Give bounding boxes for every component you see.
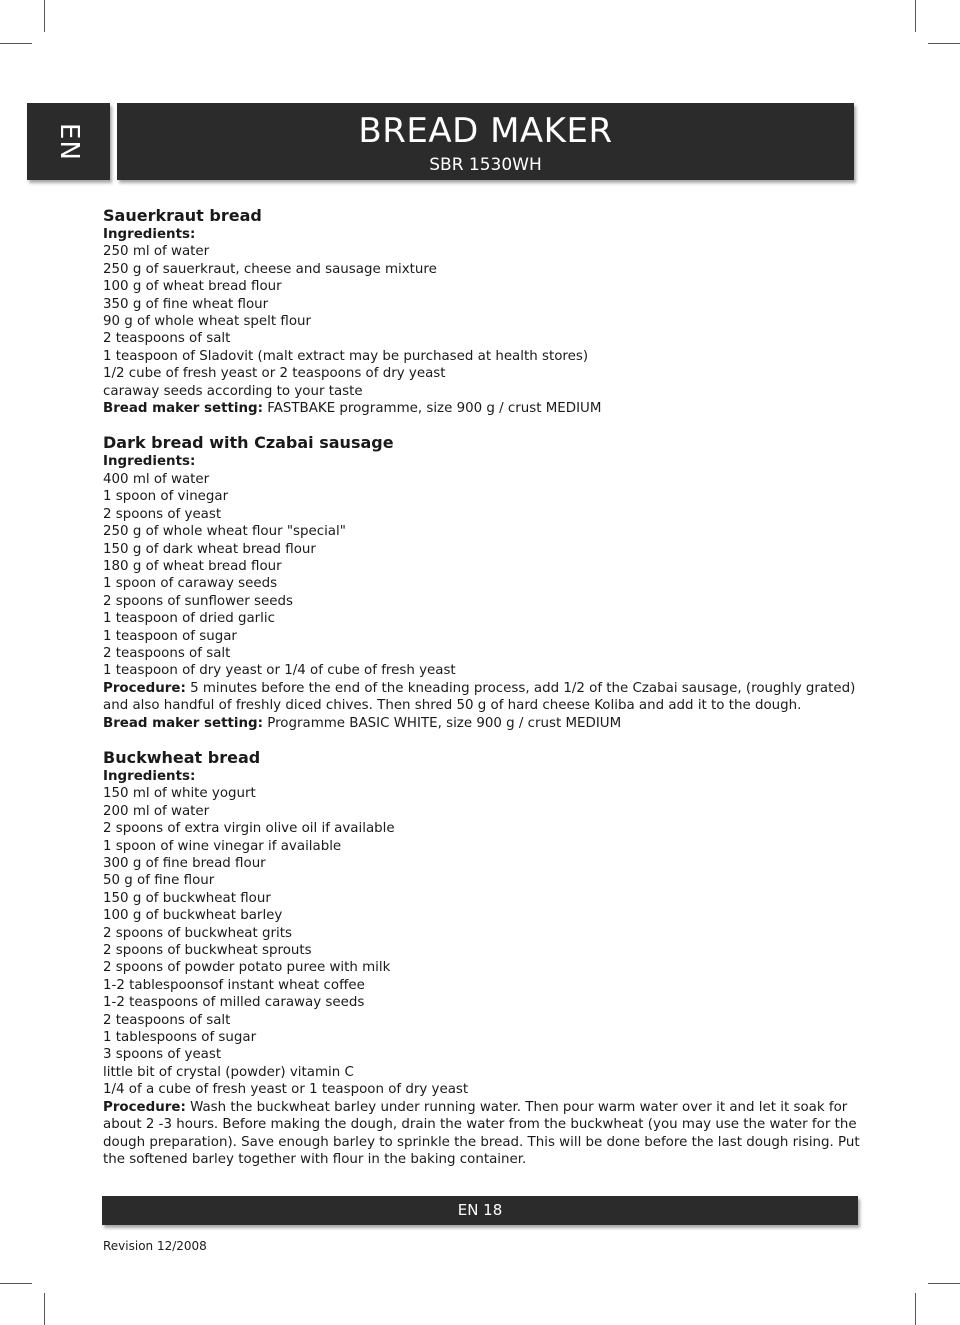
ingredient-item: 1 spoon of wine vinegar if available (103, 838, 342, 854)
page-number: EN 18 (457, 1201, 503, 1219)
ingredient-list (103, 471, 863, 680)
ingredient-item: 100 g of wheat bread flour (103, 279, 282, 295)
ingredient-item: 1 teaspoon of dried garlic (103, 611, 275, 627)
ingredient-item: 1 teaspoon of Sladovit (malt extract may be purchased at health stores) (103, 348, 589, 364)
page-title: BREAD MAKER (358, 111, 613, 151)
ingredients-label: Ingredients: (103, 768, 196, 784)
procedure-label: Procedure: (103, 680, 186, 696)
language-tab (27, 103, 110, 180)
ingredient-item: 250 ml of water (103, 244, 210, 260)
procedure-label: Procedure: (103, 1099, 186, 1115)
ingredient-item: 2 spoons of buckwheat grits (103, 925, 292, 941)
ingredient-item: little bit of crystal (powder) vitamin C (103, 1064, 354, 1080)
procedure (103, 680, 863, 715)
ingredient-item: 1 spoon of caraway seeds (103, 576, 278, 592)
setting-label: Bread maker setting: (103, 715, 263, 731)
ingredient-item: 250 g of whole wheat flour "special" (103, 524, 346, 540)
crop-mark (44, 0, 45, 32)
ingredient-item: 1-2 teaspoons of milled caraway seeds (103, 995, 365, 1011)
ingredient-item: 2 teaspoons of salt (103, 1012, 231, 1028)
page-number-bar (102, 1196, 858, 1225)
ingredient-item: 1/2 cube of fresh yeast or 2 teaspoons of dry yeast (103, 366, 446, 382)
bread-maker-setting (103, 400, 863, 417)
ingredient-item: 400 ml of water (103, 471, 210, 487)
ingredient-item: 150 ml of white yogurt (103, 786, 256, 802)
ingredient-item: 2 spoons of extra virgin olive oil if available (103, 821, 395, 837)
ingredient-item: 1/4 of a cube of fresh yeast or 1 teaspoon of dry yeast (103, 1082, 469, 1098)
recipe-title: Sauerkraut bread (103, 206, 262, 225)
ingredient-item: 2 teaspoons of salt (103, 331, 231, 347)
language-tab-label: EN (53, 122, 84, 161)
ingredient-item: 1 teaspoon of sugar (103, 628, 237, 644)
ingredient-item: 250 g of sauerkraut, cheese and sausage mixture (103, 261, 437, 277)
ingredient-item: 200 ml of water (103, 803, 210, 819)
ingredient-item: 90 g of whole wheat spelt flour (103, 314, 312, 330)
recipe-sauerkraut-bread (103, 205, 863, 417)
procedure (103, 1099, 863, 1169)
setting-value: FASTBAKE programme, size 900 g / crust MEDIUM (267, 401, 602, 417)
crop-mark (0, 43, 32, 44)
crop-mark (915, 1293, 916, 1325)
procedure-text: Wash the buckwheat barley under running water. Then pour warm water over it and let it soak for about 2 -3 hours. Before making the dough, drain the water from the buckwheat (you may use the water for the dough preparation). Save enough barley to sprinkle the bread. This will be done before the last dough rising. Put the softened barley together with flour in the baking container. (103, 1099, 860, 1167)
model-number: SBR 1530WH (429, 155, 542, 175)
ingredient-item: 50 g of fine flour (103, 873, 215, 889)
ingredient-item: 1 teaspoon of dry yeast or 1/4 of cube of fresh yeast (103, 663, 456, 679)
ingredient-item: 2 spoons of buckwheat sprouts (103, 943, 312, 959)
ingredient-item: 300 g of fine bread flour (103, 856, 266, 871)
crop-mark (915, 0, 916, 32)
title-bar (117, 103, 854, 180)
ingredients-label: Ingredients: (103, 454, 196, 470)
crop-mark (44, 1293, 45, 1325)
crop-mark (0, 1283, 32, 1284)
ingredients-label: Ingredients: (103, 227, 196, 242)
recipe-content (103, 205, 863, 1183)
ingredient-item: 2 teaspoons of salt (103, 645, 231, 661)
recipe-dark-bread-czabai (103, 432, 863, 732)
procedure-text: 5 minutes before the end of the kneading process, add 1/2 of the Czabai sausage, (roughly grated) and also handful of freshly diced chives. Then shred 50 g of hard cheese Koliba and add it to the dough. (103, 680, 856, 714)
recipe-title: Dark bread with Czabai sausage (103, 433, 394, 453)
ingredient-list (103, 243, 863, 400)
ingredient-item: 150 g of buckwheat flour (103, 890, 271, 906)
ingredient-item: 100 g of buckwheat barley (103, 908, 283, 924)
recipe-title: Buckwheat bread (103, 747, 261, 767)
ingredient-item: 150 g of dark wheat bread flour (103, 541, 316, 557)
crop-mark (928, 1283, 960, 1284)
ingredient-item: 1 tablespoons of sugar (103, 1030, 257, 1046)
setting-label: Bread maker setting: (103, 401, 263, 417)
crop-mark (928, 43, 960, 44)
revision-note: Revision 12/2008 (103, 1239, 207, 1253)
recipe-buckwheat-bread (103, 747, 863, 1168)
setting-value: Programme BASIC WHITE, size 900 g / crust MEDIUM (267, 715, 622, 731)
ingredient-item: 1-2 tablespoonsof instant wheat coffee (103, 977, 365, 993)
ingredient-item: 2 spoons of powder potato puree with milk (103, 960, 391, 976)
ingredient-item: 3 spoons of yeast (103, 1047, 222, 1063)
ingredient-item: 1 spoon of vinegar (103, 489, 229, 505)
ingredient-item: 2 spoons of sunflower seeds (103, 593, 293, 609)
ingredient-item: 180 g of wheat bread flour (103, 558, 282, 574)
ingredient-item: caraway seeds according to your taste (103, 383, 363, 399)
ingredient-item: 2 spoons of yeast (103, 506, 222, 522)
ingredient-item: 350 g of fine wheat flour (103, 296, 269, 312)
ingredient-list (103, 785, 863, 1098)
bread-maker-setting (103, 715, 863, 732)
